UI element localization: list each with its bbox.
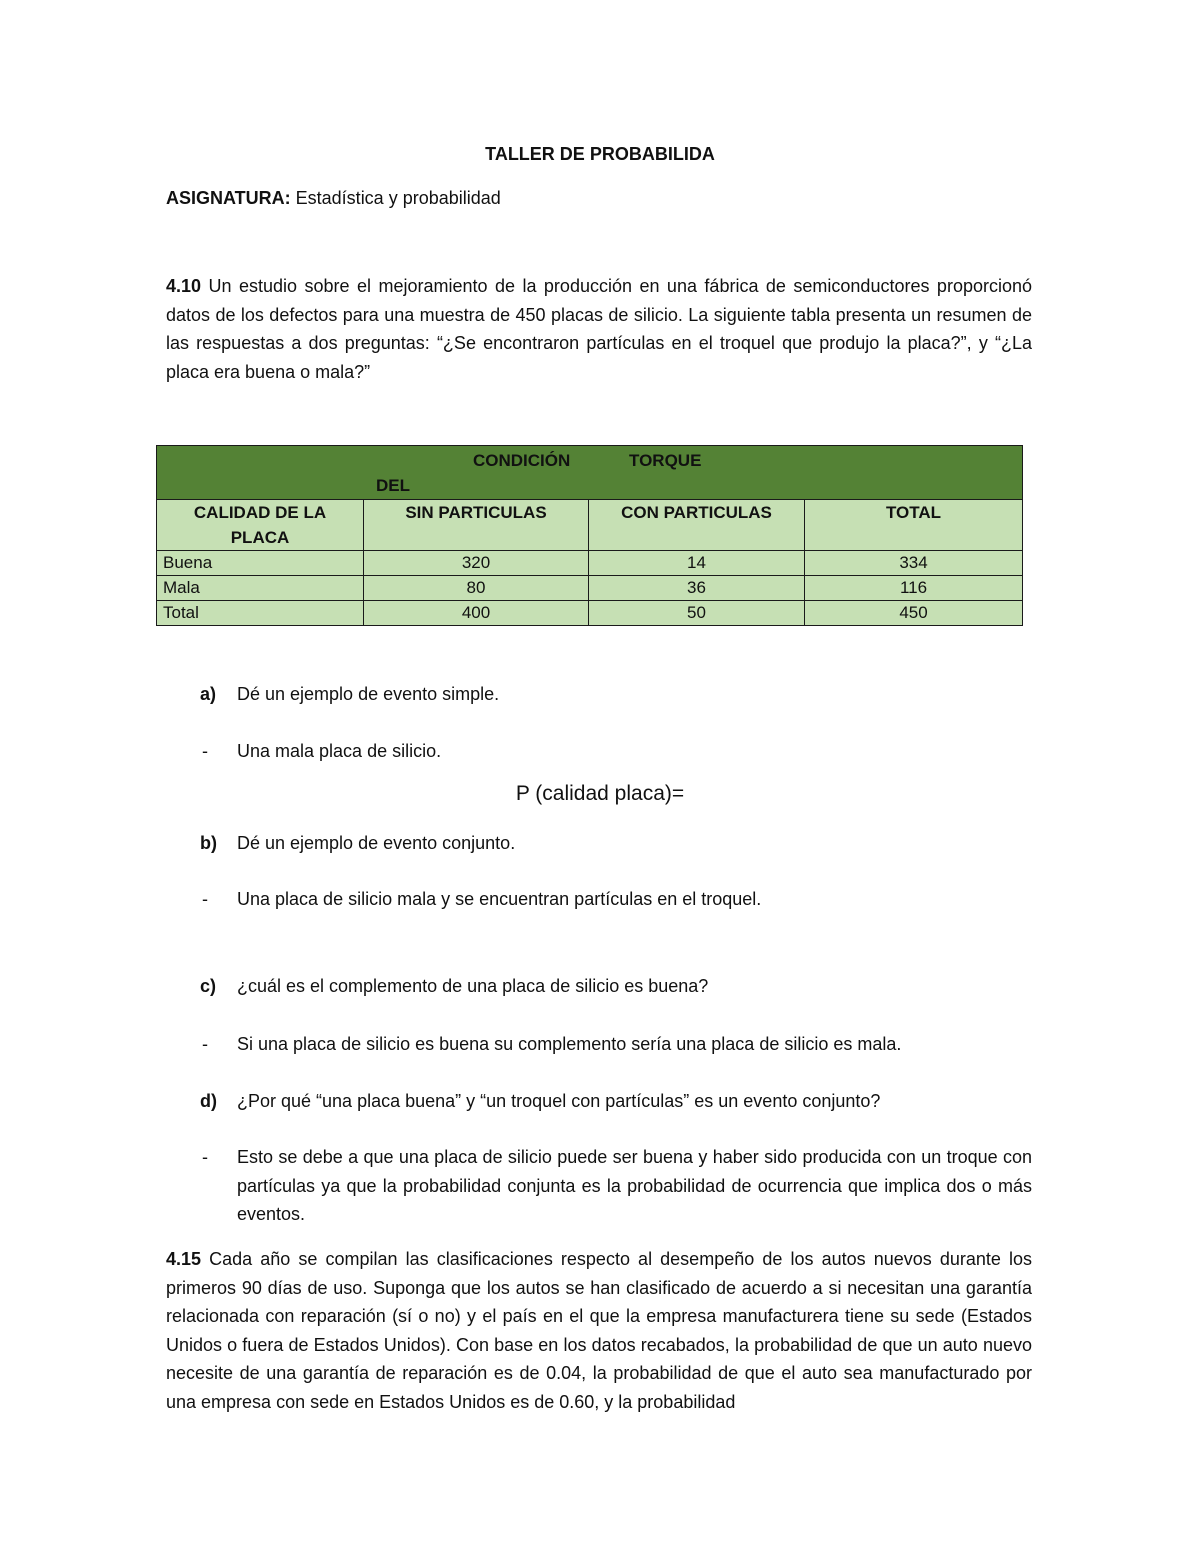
question-marker: b) <box>200 833 217 853</box>
problem-4-15 <box>166 1245 1032 1416</box>
cell-con: 36 <box>589 576 805 601</box>
subject-line <box>166 184 501 213</box>
question-marker: d) <box>200 1091 217 1111</box>
question-text: ¿Por qué “una placa buena” y “un troquel con partículas” es un evento conjunto? <box>237 1091 881 1111</box>
row-label: Mala <box>157 576 364 601</box>
document-title: TALLER DE PROBABILIDA <box>485 144 715 164</box>
column-header: TOTAL <box>805 500 1023 551</box>
table-row <box>157 551 1023 576</box>
answer-dash: - <box>202 1147 208 1167</box>
subject-value: Estadística y probabilidad <box>290 188 501 208</box>
answer-text: Si una placa de silicio es buena su complemento sería una placa de silicio es mala. <box>237 1034 902 1054</box>
cell-sin: 400 <box>364 601 589 626</box>
answer-dash: - <box>202 1034 208 1054</box>
answer-text: Esto se debe a que una placa de silicio puede ser buena y haber sido producida con un troque con partículas ya que la probabilidad conjunta es la probabilidad de ocurrencia que implica dos o más eventos. <box>237 1147 1032 1224</box>
question-text: ¿cuál es el complemento de una placa de silicio es buena? <box>237 976 709 996</box>
cell-con: 14 <box>589 551 805 576</box>
row-label: Total <box>157 601 364 626</box>
cell-total: 450 <box>805 601 1023 626</box>
cell-total: 334 <box>805 551 1023 576</box>
column-header: CON PARTICULAS <box>589 500 805 551</box>
probability-formula: P (calidad placa)= <box>515 782 685 805</box>
cell-sin: 320 <box>364 551 589 576</box>
question-marker: c) <box>200 976 217 996</box>
table-row <box>157 601 1023 626</box>
question-marker: a) <box>200 684 217 704</box>
row-label: Buena <box>157 551 364 576</box>
cell-total: 116 <box>805 576 1023 601</box>
header-word-torque: TORQUE <box>629 451 702 470</box>
problem-number: 4.15 <box>166 1249 202 1269</box>
problem-number: 4.10 <box>166 276 202 296</box>
answer-text: Una placa de silicio mala y se encuentran partículas en el troquel. <box>237 889 762 909</box>
column-header: CALIDAD DE LA PLACA <box>157 500 364 551</box>
cell-con: 50 <box>589 601 805 626</box>
answer-dash: - <box>202 889 208 909</box>
header-word-condicion: CONDICIÓN <box>473 451 571 470</box>
defects-table <box>156 445 1023 626</box>
header-word-del: DEL <box>376 476 410 495</box>
table-group-header <box>157 446 1023 500</box>
problem-text: Un estudio sobre el mejoramiento de la producción en una fábrica de semiconductores proporcionó datos de los defectos para una muestra de 450 placas de silicio. La siguiente tabla presenta un resumen de las respuestas a dos preguntas: “¿Se encontraron partículas en el troquel que produjo la placa?”, y “¿La placa era buena o mala?” <box>166 276 1032 382</box>
column-header: SIN PARTICULAS <box>364 500 589 551</box>
table-column-headers <box>157 500 1023 551</box>
answer-dash: - <box>202 741 208 761</box>
answer-text: Una mala placa de silicio. <box>237 741 442 761</box>
problem-4-10 <box>166 272 1032 386</box>
problem-text: Cada año se compilan las clasificaciones respecto al desempeño de los autos nuevos durante los primeros 90 días de uso. Suponga que los autos se han clasificado de acuerdo a si necesitan una garantía relacionada con reparación (sí o no) y el país en el que la empresa manufacturera tiene su sede (Estados Unidos o fuera de Estados Unidos). Con base en los datos recabados, la probabilidad de que un auto nuevo necesite de una garantía de reparación es de 0.04, la probabilidad de que el auto sea manufacturado por una empresa con sede en Estados Unidos es de 0.60, y la probabilidad <box>166 1249 1032 1412</box>
question-text: Dé un ejemplo de evento simple. <box>237 684 500 704</box>
cell-sin: 80 <box>364 576 589 601</box>
group-header-cell <box>157 446 1023 500</box>
table-row <box>157 576 1023 601</box>
subject-label: ASIGNATURA: <box>166 188 291 208</box>
question-text: Dé un ejemplo de evento conjunto. <box>237 833 516 853</box>
